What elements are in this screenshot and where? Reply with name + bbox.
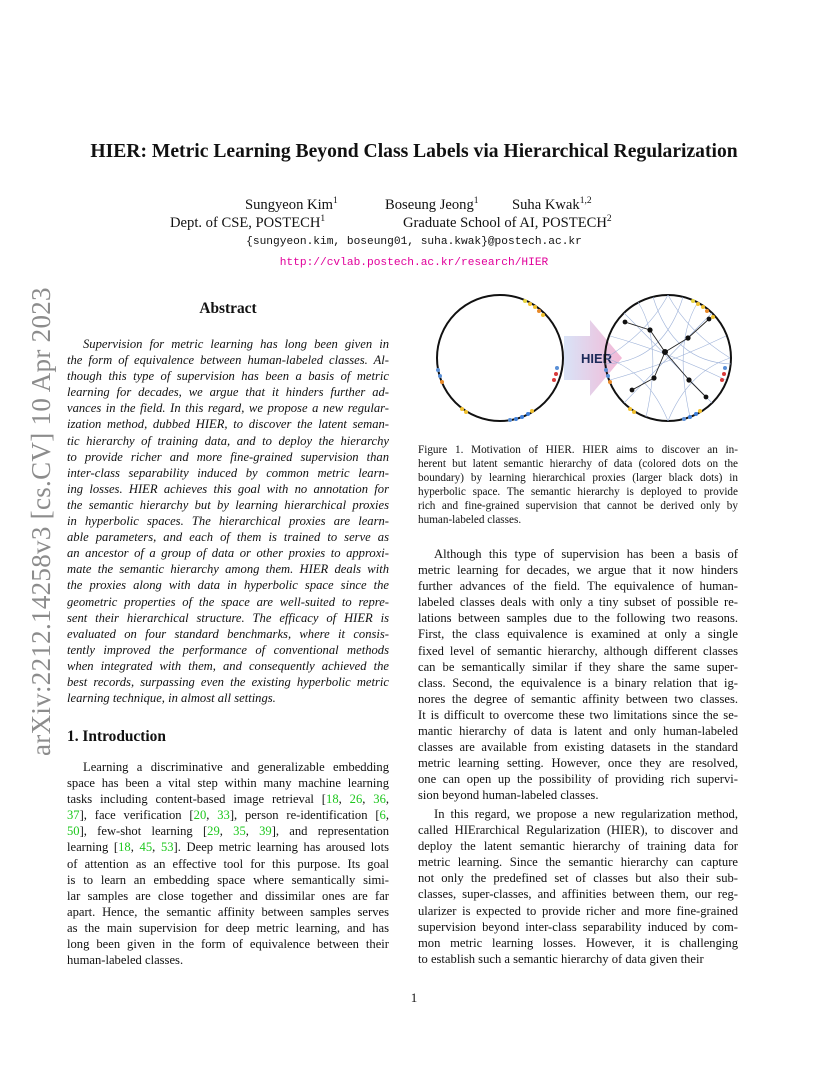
text-run: , bbox=[152, 840, 161, 855]
text-line: lations between samples due to the following two reasons. bbox=[418, 611, 738, 626]
text-line: It is difficult to overcome these two limitations since the se- bbox=[418, 707, 738, 722]
introduction-heading: 1. Introduction bbox=[67, 728, 166, 745]
author-1: Sungyeon Kim$^1$ bbox=[245, 196, 338, 213]
page-number: 1 bbox=[410, 990, 418, 1005]
text-run: , bbox=[206, 808, 218, 823]
text-line: classes are available from existing datasets in the standard bbox=[418, 740, 738, 755]
text-line: called HIErarchical Regularization (HIER), to discover and bbox=[418, 823, 738, 838]
hier-arrow-label: HIER bbox=[581, 351, 613, 366]
text-line: to provide richer and more fine-grained supervision than bbox=[67, 449, 389, 464]
citation-link[interactable]: 37 bbox=[67, 808, 80, 823]
text-run: ]. Deep metric learning has aroused lots bbox=[173, 840, 389, 855]
citation-link[interactable]: 35 bbox=[233, 824, 246, 839]
text-run: , bbox=[219, 824, 234, 839]
text-line: further advances of the field. The equivalence of human- bbox=[418, 579, 738, 594]
text-run: human-labeled classes. bbox=[67, 953, 184, 968]
text-line: ization method, dubbed HIER, to discover the latent seman- bbox=[67, 417, 389, 432]
text-run: of attention as an effective tool for this purpose. Its goal bbox=[67, 856, 389, 871]
text-line: nores the degree of semantic affinity between two classes. bbox=[418, 691, 738, 706]
text-line: can be semantically similar if they share the same super- bbox=[418, 659, 738, 674]
affiliation-2: Graduate School of AI, POSTECH$^2$ bbox=[403, 214, 612, 231]
author-3: Suha Kwak$^{1,2}$ bbox=[512, 196, 592, 213]
caption-line: human-labeled classes. bbox=[418, 514, 522, 527]
text-line: fixed level of semantic hierarchy, although different classes bbox=[418, 643, 738, 658]
caption-line: hyperbolic space. The semantic hierarchy is deployed to provide bbox=[418, 486, 738, 499]
text-line: though this type of supervision has been a basis of metric bbox=[67, 369, 389, 384]
citation-link[interactable]: 36 bbox=[373, 792, 386, 807]
text-line: to establish such a semantic hierarchy of data given their bbox=[418, 951, 704, 966]
citation-link[interactable]: 20 bbox=[193, 808, 207, 823]
text-line: supervision beyond inter-class separability induced by com- bbox=[418, 919, 738, 934]
text-line bbox=[67, 807, 389, 823]
intro-paragraph-2 bbox=[418, 546, 738, 804]
text-run: , bbox=[245, 824, 260, 839]
text-line bbox=[67, 791, 389, 807]
text-line: First, the class equivalence is examined at only a single bbox=[418, 627, 738, 642]
text-line: an ancestor of a group of data or other proxies to approxi- bbox=[67, 546, 389, 561]
caption-line: boundary) by learning hierarchical proxies (larger black dots) in bbox=[418, 472, 738, 485]
abstract-body bbox=[67, 336, 389, 706]
text-line: In this regard, we propose a new regularization method, bbox=[434, 807, 738, 821]
caption-line: herent but latent semantic hierarchy of data (colored dots on the bbox=[418, 458, 738, 471]
citation-link[interactable]: 33 bbox=[217, 808, 230, 823]
arxiv-stamp: arXiv:2212.14258v3 [cs.CV] 10 Apr 2023 bbox=[26, 287, 56, 756]
citation-link[interactable]: 26 bbox=[349, 792, 363, 807]
text-line: mantic hierarchy of data is latent and only human-labeled bbox=[418, 724, 738, 739]
text-run: , bbox=[338, 792, 350, 807]
text-line: one can open up the possibility of providing rich supervi- bbox=[418, 772, 738, 787]
text-line: labeled classes deals with only a tiny subset of possible re- bbox=[418, 595, 738, 610]
citation-link[interactable]: 18 bbox=[118, 840, 131, 855]
caption-line: Figure 1. Motivation of HIER. HIER aims to discover an in- bbox=[418, 444, 738, 456]
text-line bbox=[67, 759, 389, 775]
text-line bbox=[67, 775, 389, 791]
text-line: ing losses. HIER achieves this goal with no annotation for bbox=[67, 481, 389, 496]
caption-line: rich and fine-grained supervision that cannot be derived only by bbox=[418, 500, 738, 513]
text-line: the proxies along with data in hyperbolic space since the bbox=[67, 578, 389, 593]
text-run: ], face verification [ bbox=[79, 808, 194, 823]
text-run: , bbox=[385, 808, 389, 823]
text-line: able parameters, and each of them is trained to serve as bbox=[67, 530, 389, 545]
text-line: learning for decades, we argue that it hinders further ad- bbox=[67, 385, 389, 400]
text-line: class. Second, the equivalence is a binary relation that ig- bbox=[418, 675, 738, 690]
figure-1-diagram bbox=[418, 292, 740, 432]
text-run: , bbox=[362, 792, 374, 807]
text-line bbox=[67, 920, 389, 936]
text-line bbox=[67, 823, 389, 839]
text-line: mon metric learning losses. However, it is challenging bbox=[418, 935, 738, 950]
text-run: tasks including content-based image retrieval [ bbox=[67, 792, 327, 807]
text-line: metric learning for decades, we argue that it now hinders bbox=[418, 563, 738, 578]
text-line: sent their hierarchical structure. The efficacy of HIER is bbox=[67, 610, 389, 625]
citation-link[interactable]: 50 bbox=[67, 824, 80, 839]
boundary-data-dots-left bbox=[436, 299, 559, 422]
text-line: sion beyond human-labeled classes. bbox=[418, 788, 599, 803]
text-run: long been given in the form of equivalence between their bbox=[67, 937, 389, 952]
text-line: mate the semantic hierarchy among them. HIER deals with bbox=[67, 562, 389, 577]
text-line bbox=[67, 936, 389, 952]
citation-link[interactable]: 29 bbox=[207, 824, 220, 839]
text-run: ], few-shot learning [ bbox=[79, 824, 208, 839]
text-line: evaluated on four standard benchmarks, where it consis- bbox=[67, 626, 389, 641]
text-line: Although this type of supervision has been a basis of bbox=[434, 547, 738, 561]
text-run: Learning a discriminative and generalizable embedding bbox=[83, 760, 389, 774]
text-run: as the main supervision for deep metric learning, and has bbox=[67, 920, 389, 935]
text-line: learning technique, in almost all settings. bbox=[67, 691, 276, 706]
text-line: in hyperbolic spaces. The hierarchical proxies are learn- bbox=[67, 514, 389, 529]
text-line bbox=[67, 952, 389, 968]
introduction-body bbox=[67, 759, 389, 968]
text-line: Supervision for metric learning has long been given in bbox=[83, 337, 389, 351]
text-run: , bbox=[385, 792, 390, 807]
text-line: deploy the latent semantic hierarchy of training data for bbox=[418, 839, 738, 854]
citation-link[interactable]: 6 bbox=[379, 808, 386, 823]
figure-1-caption bbox=[418, 443, 738, 528]
text-line bbox=[67, 904, 389, 920]
text-line: not only the predefined set of classes but also their sub- bbox=[418, 871, 738, 886]
text-line: tently improved the performance of conventional methods bbox=[67, 642, 389, 657]
text-line bbox=[67, 888, 389, 904]
author-2: Boseung Jeong$^1$ bbox=[385, 196, 479, 213]
paper-title: HIER: Metric Learning Beyond Class Labels via Hierarchical Regularization bbox=[90, 141, 738, 162]
text-line bbox=[67, 856, 389, 872]
abstract-heading: Abstract bbox=[199, 300, 257, 317]
citation-link[interactable]: 53 bbox=[160, 840, 174, 855]
text-line: tic hierarchy of training data, and to deploy the hierarchy bbox=[67, 433, 389, 448]
text-line bbox=[67, 872, 389, 888]
text-line: inter-class separability induced by common metric learn- bbox=[67, 465, 389, 480]
text-line: metric learning. Since the semantic hierarchy can capture bbox=[418, 855, 738, 870]
author-emails: {sungyeon.kim, boseung01, suha.kwak}@postech.ac.kr bbox=[246, 236, 582, 248]
text-run: ], person re-identification [ bbox=[229, 808, 380, 823]
text-line: the form of equivalence between human-labeled classes. Al- bbox=[67, 353, 389, 368]
text-run: ], and representation bbox=[271, 824, 390, 839]
citation-link[interactable]: 45 bbox=[139, 840, 153, 855]
text-line: when integrated with them, and consequently achieved the bbox=[67, 658, 389, 673]
text-run: learning [ bbox=[67, 840, 119, 855]
text-line: geometric properties of the space are well-suited to repre- bbox=[67, 594, 389, 609]
text-run: space has been a vital step within many machine learning bbox=[67, 776, 389, 791]
citation-link[interactable]: 39 bbox=[259, 824, 272, 839]
text-line: classes, super-classes, and affinities between them, our reg- bbox=[418, 887, 738, 902]
text-line: best records, surpassing even the existing hyperbolic metric bbox=[67, 674, 389, 689]
text-run: lar samples are close together and dissimilar ones are far bbox=[67, 888, 389, 903]
text-line: ularizer is expected to provide richer and more fine-grained bbox=[418, 903, 738, 918]
intro-paragraph-3 bbox=[418, 806, 738, 967]
text-line: the semantic hierarchy but by learning hierarchical proxies bbox=[67, 497, 389, 512]
text-line: vances in the field. In this regard, we propose a new regular- bbox=[67, 401, 389, 416]
text-line bbox=[67, 839, 389, 855]
text-run: , bbox=[130, 840, 140, 855]
citation-link[interactable]: 18 bbox=[326, 792, 339, 807]
project-url[interactable]: http://cvlab.postech.ac.kr/research/HIER bbox=[279, 257, 549, 269]
text-line: metric learning setting. However, once they are resolved, bbox=[418, 756, 738, 771]
text-run: apart. Hence, the semantic affinity between samples serves bbox=[67, 904, 389, 919]
text-run: is to learn an embedding space where semantically simi- bbox=[67, 872, 389, 887]
affiliation-1: Dept. of CSE, POSTECH$^1$ bbox=[170, 214, 326, 231]
